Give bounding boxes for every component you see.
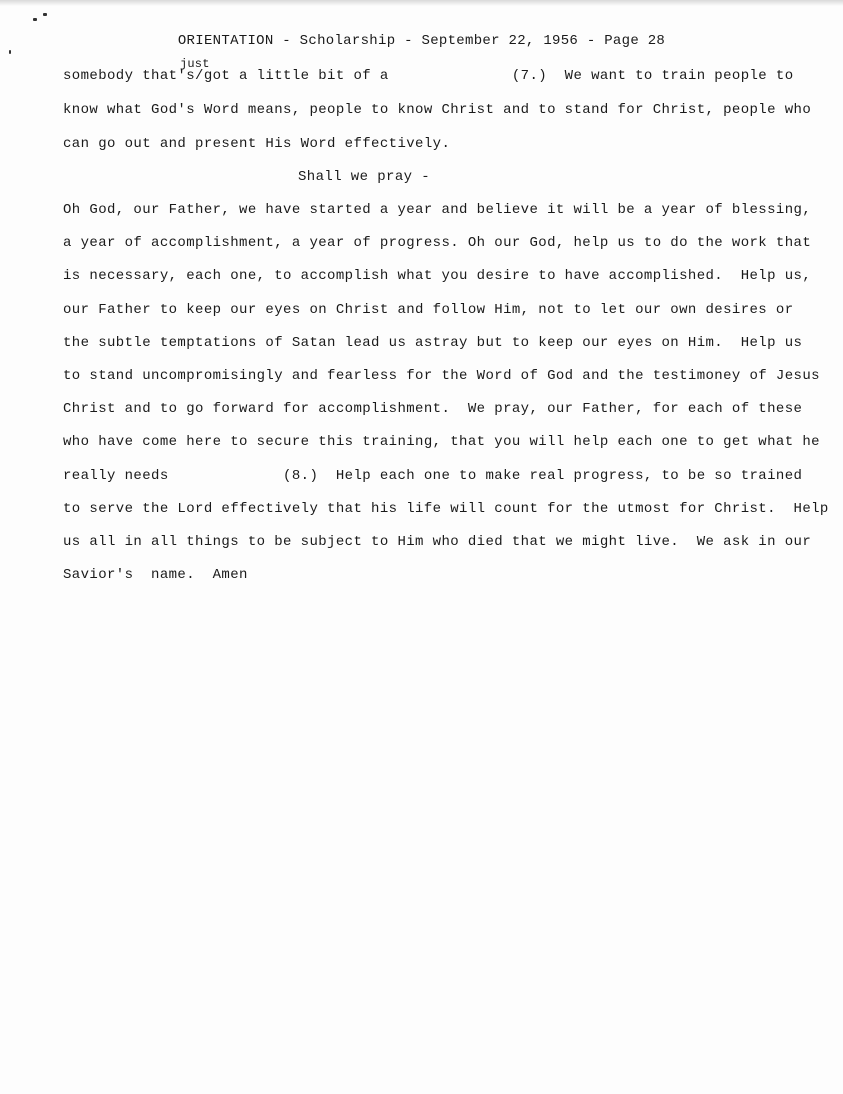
handwritten-insert: just bbox=[180, 57, 210, 71]
text-line-15: us all in all things to be subject to Him who died that we might live. We ask in our bbox=[63, 534, 812, 550]
scan-mark bbox=[43, 13, 47, 16]
scan-mark bbox=[9, 50, 11, 54]
text-line-9: the subtle temptations of Satan lead us astray but to keep our eyes on Him. Help us bbox=[63, 335, 803, 351]
page-top-edge bbox=[0, 0, 843, 6]
text-line-12: who have come here to secure this training, that you will help each one to get what he bbox=[63, 434, 820, 450]
text-line-3: can go out and present His Word effectively. bbox=[63, 136, 451, 152]
text-line-6: a year of accomplishment, a year of progress. Oh our God, help us to do the work that bbox=[63, 235, 812, 251]
text-line-10: to stand uncompromisingly and fearless for the Word of God and the testimoney of Jesus bbox=[63, 368, 820, 384]
text-line-7: is necessary, each one, to accomplish what you desire to have accomplished. Help us, bbox=[63, 268, 812, 284]
text-line-13: really needs (8.) Help each one to make real progress, to be so trained bbox=[63, 468, 803, 484]
section-heading: Shall we pray - bbox=[298, 169, 431, 185]
text-line-14: to serve the Lord effectively that his life will count for the utmost for Christ. Help bbox=[63, 501, 829, 517]
page-header: ORIENTATION - Scholarship - September 22, 1956 - Page 28 bbox=[177, 33, 666, 49]
text-line-1: somebody that's/got a little bit of a (7.) We want to train people to bbox=[63, 68, 794, 84]
text-line-8: our Father to keep our eyes on Christ and follow Him, not to let our own desires or bbox=[63, 302, 794, 318]
scan-mark bbox=[33, 18, 37, 21]
text-line-11: Christ and to go forward for accomplishment. We pray, our Father, for each of these bbox=[63, 401, 803, 417]
text-line-16: Savior's name. Amen bbox=[63, 567, 248, 583]
text-line-5: Oh God, our Father, we have started a year and believe it will be a year of blessing, bbox=[63, 202, 812, 218]
text-line-2: know what God's Word means, people to know Christ and to stand for Christ, people who bbox=[63, 102, 812, 118]
